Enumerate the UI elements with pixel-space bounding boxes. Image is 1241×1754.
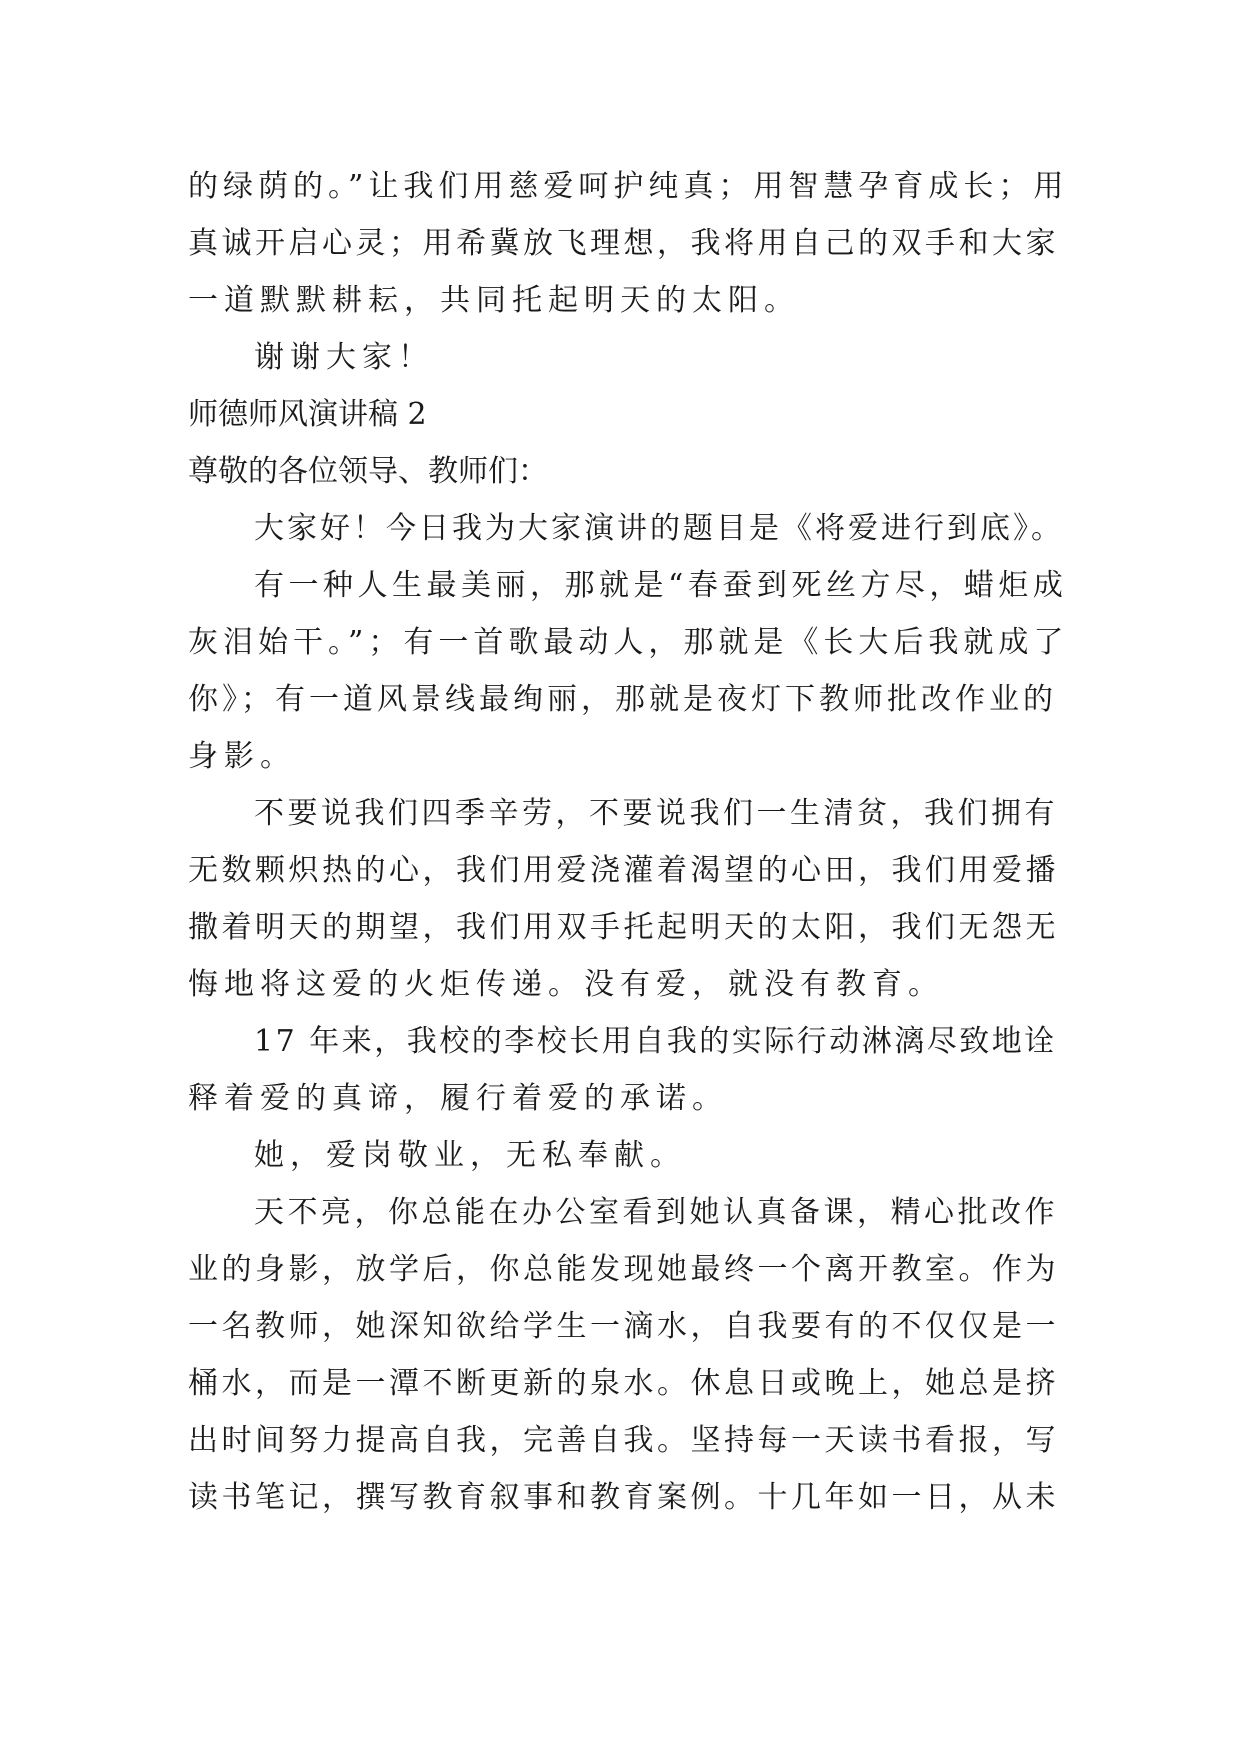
paragraph-line: 有一种人生最美丽，那就是“春蚕到死丝方尽，蜡炬成 [254, 568, 1068, 603]
paragraph-line: 一道默默耕耘，共同托起明天的太阳。 [188, 283, 800, 318]
paragraph-line: 天不亮，你总能在办公室看到她认真备课，精心批改作 [254, 1195, 1058, 1230]
paragraph-line: 真诚开启心灵；用希冀放飞理想，我将用自己的双手和大家 [188, 226, 1059, 261]
paragraph-line: 业的身影，放学后，你总能发现她最终一个离开教室。作为 [188, 1252, 1059, 1287]
paragraph-line: 出时间努力提高自我，完善自我。坚持每一天读书看报，写 [188, 1423, 1059, 1458]
paragraph-line: 她，爱岗敬业，无私奉献。 [254, 1138, 686, 1173]
paragraph-line: 谢谢大家！ [254, 340, 434, 375]
document-body [188, 158, 1068, 1526]
paragraph-line: 的绿荫的。”让我们用慈爱呵护纯真；用智慧孕育成长；用 [188, 169, 1069, 204]
paragraph-line: 17 年来，我校的李校长用自我的实际行动淋漓尽致地诠 [254, 1024, 1057, 1059]
paragraph-line: 灰泪始干。”；有一首歌最动人，那就是《长大后我就成了 [188, 625, 1069, 660]
paragraph-line: 不要说我们四季辛劳，不要说我们一生清贫，我们拥有 [254, 796, 1058, 831]
paragraph-line: 一名教师，她深知欲给学生一滴水，自我要有的不仅仅是一 [188, 1309, 1059, 1344]
paragraph-line: 你》；有一道风景线最绚丽，那就是夜灯下教师批改作业的 [188, 682, 1057, 717]
paragraph-line: 释着爱的真谛，履行着爱的承诺。 [188, 1081, 728, 1116]
salutation-line: 尊敬的各位领导、教师们： [188, 454, 548, 489]
paragraph-line: 桶水，而是一潭不断更新的泉水。休息日或晚上，她总是挤 [188, 1366, 1059, 1401]
paragraph-line: 撒着明天的期望，我们用双手托起明天的太阳，我们无怨无 [188, 910, 1059, 945]
paragraph-line: 读书笔记，撰写教育叙事和教育案例。十几年如一日，从未 [188, 1480, 1059, 1515]
paragraph-line: 身影。 [188, 739, 296, 774]
paragraph-line: 无数颗炽热的心，我们用爱浇灌着渴望的心田，我们用爱播 [188, 853, 1059, 888]
paragraph-line: 大家好！今日我为大家演讲的题目是《将爱进行到底》。 [254, 511, 1064, 546]
paragraph-line: 悔地将这爱的火炬传递。没有爱，就没有教育。 [188, 967, 944, 1002]
section-heading: 师德师风演讲稿 2 [188, 397, 427, 432]
